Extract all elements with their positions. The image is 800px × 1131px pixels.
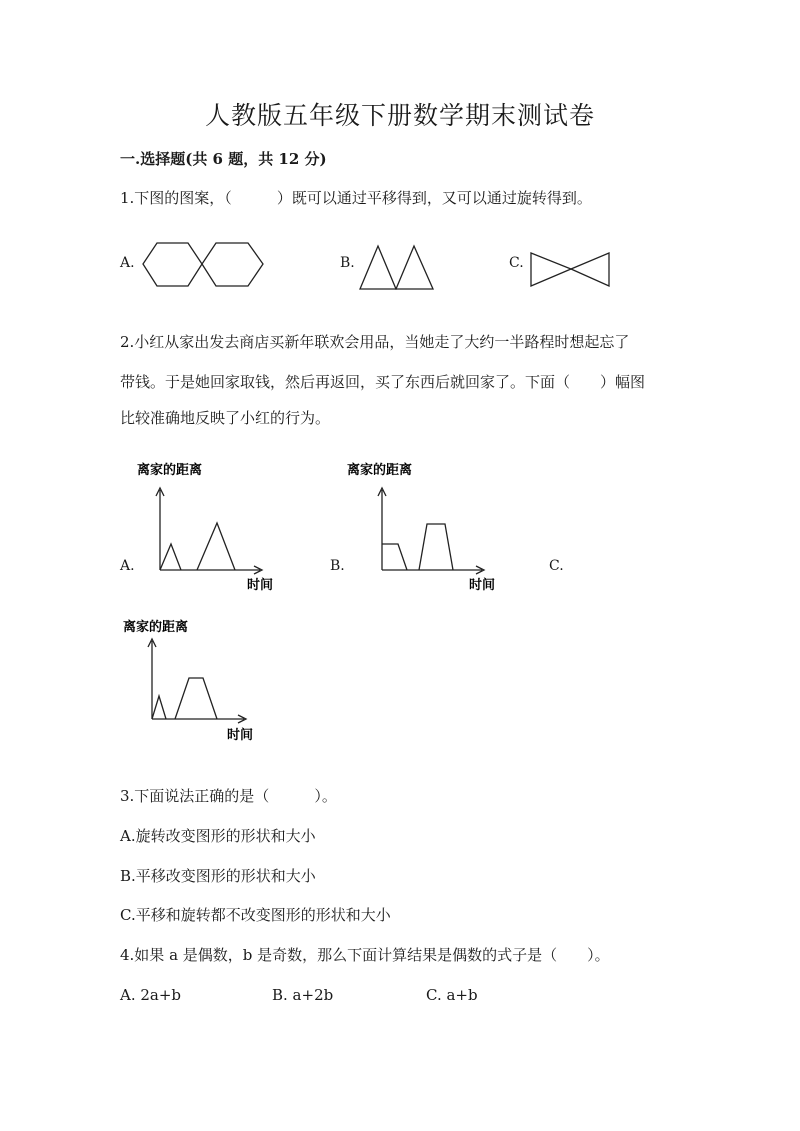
q1-hexagon-left <box>143 243 202 286</box>
section-heading: 一.选择题(共 6 题，共 12 分) <box>120 150 327 168</box>
q2-c-trip-2 <box>175 678 217 719</box>
q2-option-c-graph <box>123 616 273 746</box>
q2-b-x-axis-label: 时间 <box>469 578 496 593</box>
q2-option-c-label: C. <box>549 558 564 574</box>
q4-option-a: A. 2a+b <box>120 986 182 1004</box>
q1-option-b-figure <box>358 243 438 293</box>
q1-bowtie-left <box>531 253 571 286</box>
question-3-stem: 3.下面说法正确的是（ ）。 <box>120 787 337 805</box>
q2-a-x-axis-label: 时间 <box>247 578 274 593</box>
q2-b-trip-2 <box>419 524 453 570</box>
q2-a-trip-1 <box>160 544 181 570</box>
q2-c-trip-1 <box>152 696 166 719</box>
q4-option-c: C. a+b <box>426 986 478 1004</box>
question-2-line-2: 带钱。于是她回家取钱，然后再返回，买了东西后就回家了。下面（ ）幅图 <box>120 373 646 391</box>
q1-option-b-label: B. <box>340 255 355 271</box>
q3-option-a: A.旋转改变图形的形状和大小 <box>120 827 316 845</box>
q2-option-b-label: B. <box>330 558 345 574</box>
q1-hexagon-right <box>202 243 263 286</box>
page-title: 人教版五年级下册数学期末测试卷 <box>204 101 595 130</box>
q4-option-b: B. a+2b <box>272 986 334 1004</box>
q2-option-a-graph <box>137 458 287 598</box>
question-1-stem: 1.下图的图案，（ ）既可以通过平移得到，又可以通过旋转得到。 <box>120 189 592 207</box>
q2-option-a-label: A. <box>120 558 135 574</box>
q2-b-y-axis-label: 离家的距离 <box>347 463 413 478</box>
question-2-line-1: 2.小红从家出发去商店买新年联欢会用品，当她走了大约一半路程时想起忘了 <box>120 333 630 351</box>
q1-option-c-figure <box>528 250 614 290</box>
q2-b-trip-1 <box>382 544 407 570</box>
q1-triangle-right <box>396 246 433 289</box>
q1-option-c-label: C. <box>509 255 524 271</box>
q2-a-y-axis-label: 离家的距离 <box>137 463 203 478</box>
question-2-line-3: 比较准确地反映了小红的行为。 <box>120 409 331 427</box>
q2-c-x-axis-label: 时间 <box>227 728 254 743</box>
q2-c-y-axis-label: 离家的距离 <box>123 620 189 635</box>
q1-bowtie-right <box>571 253 609 286</box>
q3-option-c: C.平移和旋转都不改变图形的形状和大小 <box>120 906 391 924</box>
q1-triangle-left <box>360 246 396 289</box>
question-4-stem: 4.如果 a 是偶数，b 是奇数，那么下面计算结果是偶数的式子是（ ）。 <box>120 946 610 964</box>
q2-option-b-graph <box>347 458 497 598</box>
q1-option-a-figure <box>140 240 270 290</box>
q1-option-a-label: A. <box>120 255 135 271</box>
q3-option-b: B.平移改变图形的形状和大小 <box>120 867 316 885</box>
q2-a-trip-2 <box>197 523 235 570</box>
